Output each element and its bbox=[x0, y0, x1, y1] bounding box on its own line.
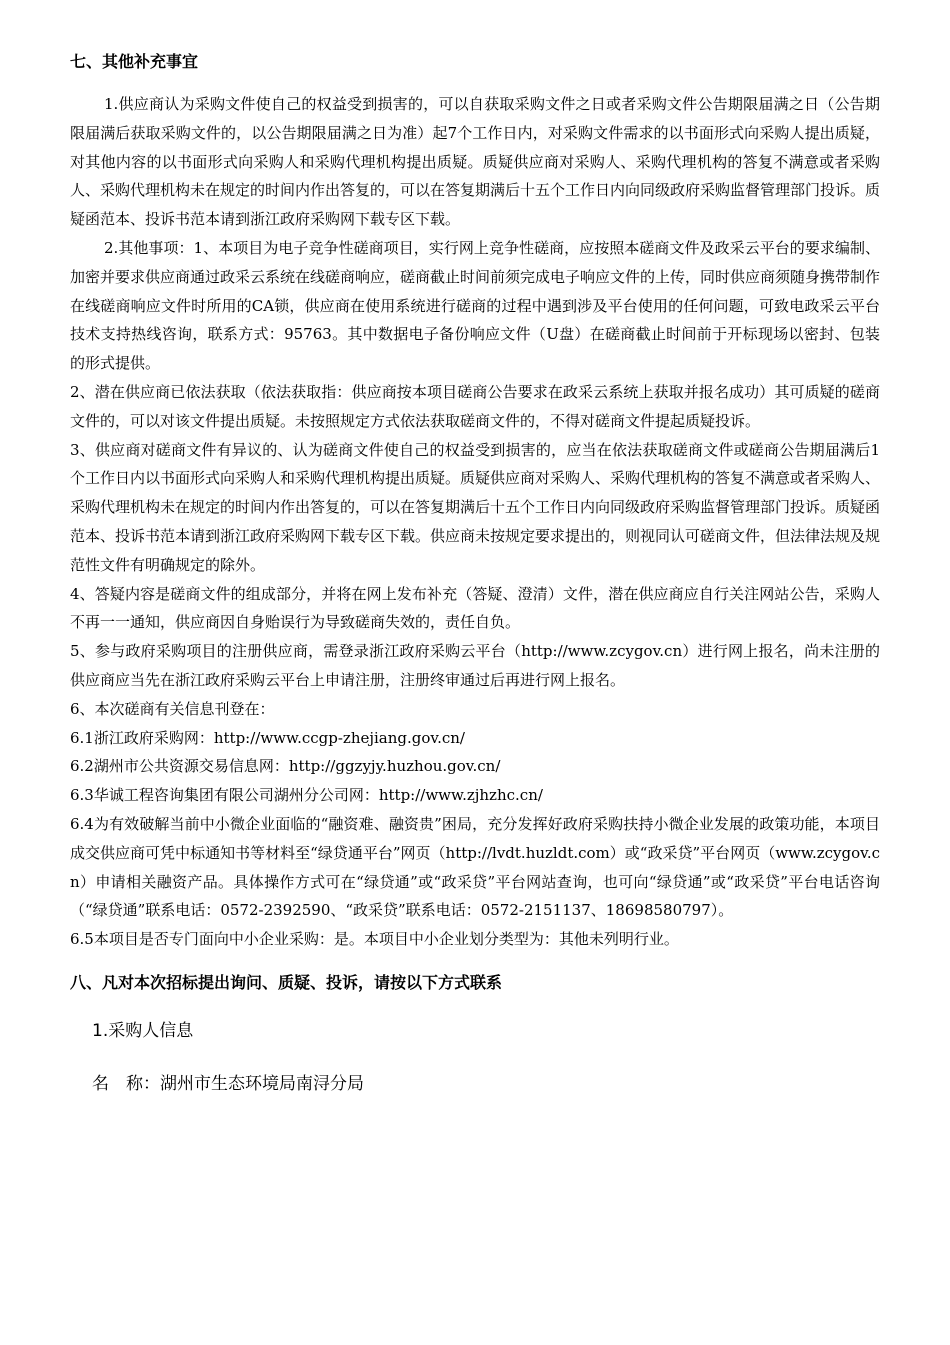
document-page bbox=[70, 50, 880, 1098]
paragraph-item-2: 2、潜在供应商已依法获取（依法获取指：供应商按本项目磋商公告要求在政采云系统上获取并报名成功）其可质疑的磋商文件的，可以对该文件提出质疑。未按照规定方式依法获取磋商文件的，不得对磋商文件提起质疑投诉。 bbox=[70, 382, 880, 430]
paragraph-item-4: 4、答疑内容是磋商文件的组成部分，并将在网上发布补充（答疑、澄清）文件，潜在供应商应自行关注网站公告，采购人不再一一通知，供应商因自身贻误行为导致磋商失效的，责任自负。 bbox=[70, 584, 880, 632]
buyer-info-title: 1.采购人信息 bbox=[92, 1020, 194, 1041]
paragraph-item-6-3: 6.3华诚工程咨询集团有限公司湖州分公司网：http://www.zjhzhc.cn/ bbox=[70, 786, 543, 805]
paragraph-item-6-5: 6.5本项目是否专门面向中小企业采购：是。本项目中小企业划分类型为：其他未列明行业。 bbox=[70, 930, 679, 949]
buyer-name-row bbox=[70, 1070, 880, 1098]
paragraph-7-1: 1.供应商认为采购文件使自己的权益受到损害的，可以自获取采购文件之日或者采购文件公告期限届满之日（公告期限届满后获取采购文件的，以公告期限届满之日为准）起7个工作日内，对采购文件需求的以书面形式向采购人提出质疑，对其他内容的以书面形式向采购人和采购代理机构提出质疑。质疑供应商对采购人、采购代理机构的答复不满意或者采购人、采购代理机构未在规定的时间内作出答复的，可以在答复期满后十五个工作日内向同级政府采购监督管理部门投诉。质疑函范本、投诉书范本请到浙江政府采购网下载专区下载。 bbox=[70, 95, 881, 229]
section-8-heading: 八、凡对本次招标提出询问、质疑、投诉，请按以下方式联系 bbox=[70, 972, 503, 992]
section-7-heading: 七、其他补充事宜 bbox=[70, 52, 199, 71]
paragraph-item-5: 5、参与政府采购项目的注册供应商，需登录浙江政府采购云平台（http://www.zcygov.cn）进行网上报名，尚未注册的供应商应当先在浙江政府采购云平台上申请注册，注册终审通过后再进行网上报名。 bbox=[70, 642, 880, 689]
paragraph-item-3: 3、供应商对磋商文件有异议的、认为磋商文件使自己的权益受到损害的，应当在依法获取磋商文件或磋商公告期届满后1个工作日内以书面形式向采购人和采购代理机构提出质疑。质疑供应商对采购人、采购代理机构的答复不满意或者采购人、采购代理机构未在规定的时间内作出答复的，可以在答复期满后十五个工作日内向同级政府采购监督管理部门投诉。质疑函范本、投诉书范本请到浙江政府采购网下载专区下载。供应商未按规定要求提出的，则视同认可磋商文件，但法律法规及规范性文件有明确规定的除外。 bbox=[70, 440, 881, 574]
paragraph-item-6-1: 6.1浙江政府采购网：http://www.ccgp-zhejiang.gov.cn/ bbox=[70, 728, 465, 747]
paragraph-item-6-4: 6.4为有效破解当前中小微企业面临的“融资难、融资贵”困局，充分发挥好政府采购扶持小微企业发展的政策功能，本项目成交供应商可凭中标通知书等材料至“绿贷通平台”网页（http://lvdt.huzldt.com）或“政采贷”平台网页（www.zcygov.cn）申请相关融资产品。具体操作方式可在“绿贷通”或“政采贷”平台网站查询，也可向“绿贷通”或“政采贷”平台电话咨询（“绿贷通”联系电话：0572-2392590、“政采贷”联系电话：0572-2151137、18698580797）。 bbox=[70, 814, 880, 920]
paragraph-7-2: 2.其他事项：1、本项目为电子竞争性磋商项目，实行网上竞争性磋商，应按照本磋商文件及政采云平台的要求编制、加密并要求供应商通过政采云系统在线磋商响应，磋商截止时间前须完成电子响应文件的上传，同时供应商须随身携带制作在线磋商响应文件时所用的CA锁，供应商在使用系统进行磋商的过程中遇到涉及平台使用的任何问题，可致电政采云平台技术支持热线咨询，联系方式：95763。其中数据电子备份响应文件（U盘）在磋商截止时间前于开标现场以密封、包装的形式提供。 bbox=[70, 238, 881, 373]
paragraph-item-6-2: 6.2湖州市公共资源交易信息网：http://ggzyjy.huzhou.gov.cn/ bbox=[70, 757, 501, 776]
buyer-name-value: 湖州市生态环境局南浔分局 bbox=[160, 1073, 364, 1094]
paragraph-item-6: 6、本次磋商有关信息刊登在： bbox=[70, 699, 275, 718]
buyer-name-label: 名 称： bbox=[92, 1073, 160, 1094]
